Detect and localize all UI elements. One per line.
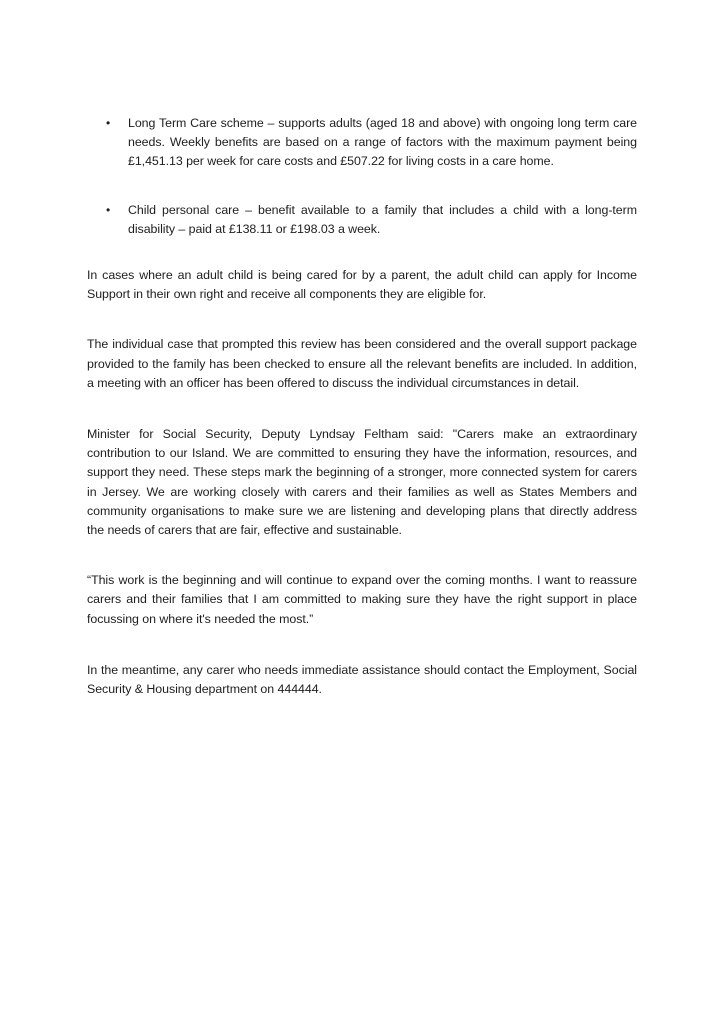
bullet-text: Child personal care – benefit available to a family that includes a child with a long-term disability – paid at £138.11 or £198.03 a week.: [128, 202, 637, 236]
bullet-dot-icon: •: [106, 202, 111, 217]
bullet-item-child-personal-care: [87, 201, 637, 239]
paragraph-adult-child-income-support: In cases where an adult child is being cared for by a parent, the adult child can apply for Income Support in their own right and receive all components they are eligible for.: [87, 268, 637, 302]
document-page: [87, 114, 637, 699]
bullet-item-long-term-care: [87, 114, 637, 172]
paragraph-minister-quote: Minister for Social Security, Deputy Lyndsay Feltham said: "Carers make an extraordinary contribution to our Island. We are committed to ensuring they have the information, resources, and support they need. These steps mark the beginning of a stronger, more connected system for carers in Jersey. We are working closely with carers and their families as well as States Members and community organisations to make sure we are listening and developing plans that directly address the needs of carers that are fair, effective and sustainable.: [87, 427, 637, 538]
bullet-dot-icon: •: [106, 116, 111, 130]
paragraph-contact-info: In the meantime, any carer who needs immediate assistance should contact the Employment, Social Security & Housing department on 444444.: [87, 662, 637, 697]
paragraph-individual-case-review: The individual case that prompted this review has been considered and the overall support package provided to the family has been checked to ensure all the relevant benefits are included. In addition, a meeting with an officer has been offered to discuss the individual circumstances in detail.: [87, 337, 637, 390]
bullet-text: Long Term Care scheme – supports adults (aged 18 and above) with ongoing long term care needs. Weekly benefits are based on a range of factors with the maximum payment being £1,451.13 per week for care costs and £507.22 for living costs in a care home.: [128, 116, 637, 169]
paragraph-minister-quote-continued: “This work is the beginning and will continue to expand over the coming months. I want to reassure carers and their families that I am committed to making sure they have the right support in place focussing on where it's needed the most.”: [87, 573, 637, 626]
benefits-bullet-list: [87, 114, 637, 239]
